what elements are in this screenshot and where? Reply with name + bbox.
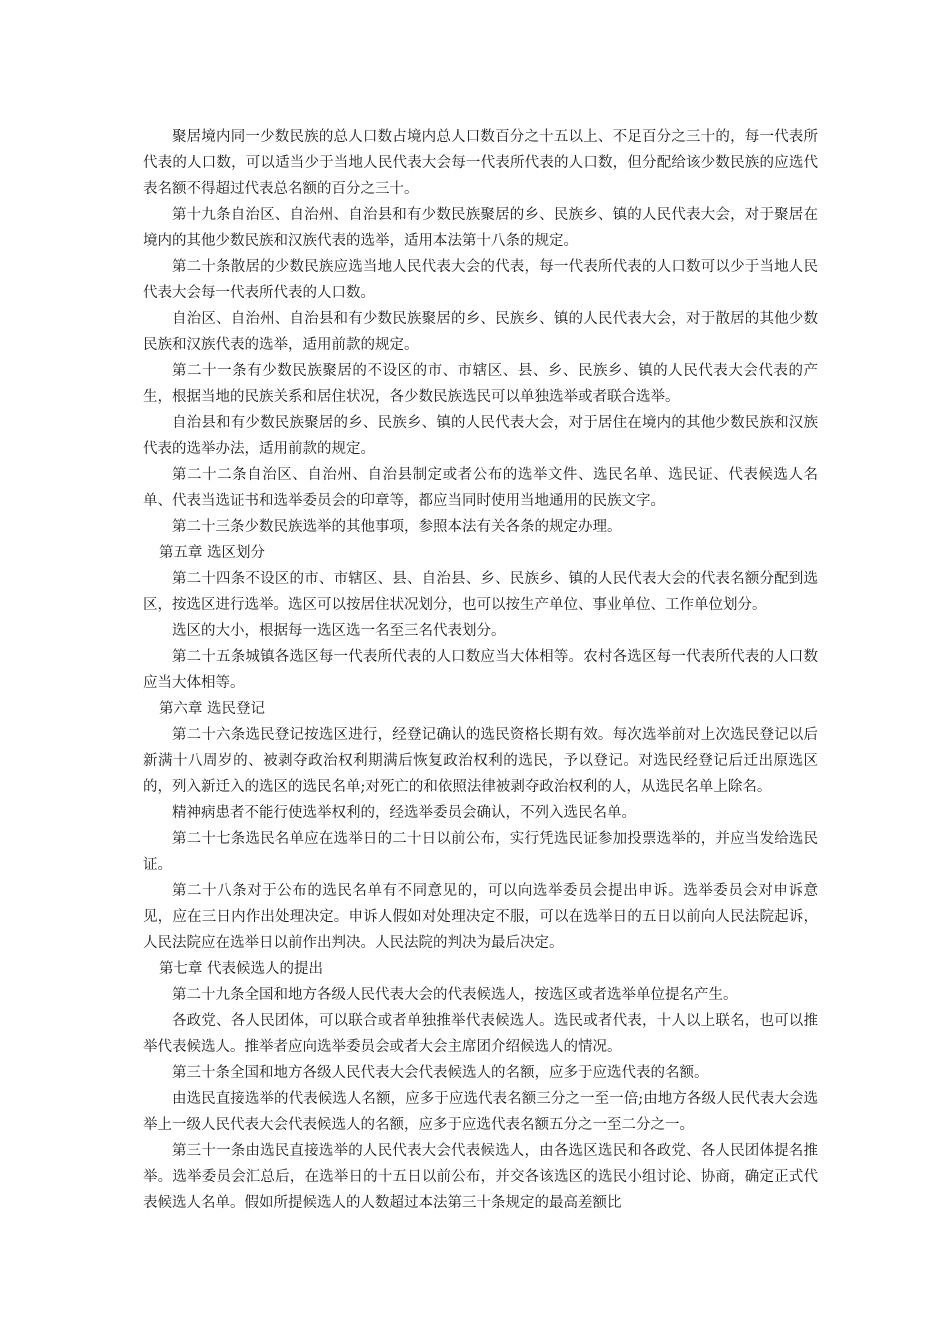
paragraph: 第二十条散居的少数民族应选当地人民代表大会的代表，每一代表所代表的人口数可以少于当地人民代表大会每一代表所代表的人口数。 — [143, 259, 818, 301]
paragraph: 第二十八条对于公布的选民名单有不同意见的，可以向选举委员会提出申诉。选举委员会对申诉意见，应在三日内作出处理决定。申诉人假如对处理决定不服，可以在选举日的五日以前向人民法院起诉，人民法院应在选举日以前作出判决。人民法院的判决为最后决定。 — [143, 883, 818, 951]
chapter-heading: 第六章 选民登记 — [158, 701, 266, 717]
paragraph: 第二十一条有少数民族聚居的不设区的市、市辖区、县、乡、民族乡、镇的人民代表大会代表的产生，根据当地的民族关系和居住状况，各少数民族选民可以单独选举或者联合选举。 — [143, 363, 818, 405]
paragraph: 精神病患者不能行使选举权利的，经选举委员会确认，不列入选民名单。 — [172, 805, 636, 821]
paragraph: 第二十五条城镇各选区每一代表所代表的人口数应当大体相等。农村各选区每一代表所代表的人口数应当大体相等。 — [143, 649, 818, 691]
paragraph: 自治区、自治州、自治县和有少数民族聚居的乡、民族乡、镇的人民代表大会，对于散居的其他少数民族和汉族代表的选举，适用前款的规定。 — [143, 311, 818, 353]
paragraph: 第二十七条选民名单应在选举日的二十日以前公布，实行凭选民证参加投票选举的，并应当发给选民证。 — [143, 831, 818, 873]
paragraph: 第二十九条全国和地方各级人民代表大会的代表候选人，按选区或者选举单位提名产生。 — [172, 987, 738, 1003]
chapter-heading: 第七章 代表候选人的提出 — [158, 961, 324, 977]
paragraph: 第二十三条少数民族选举的其他事项，参照本法有关各条的规定办理。 — [172, 519, 622, 535]
chapter-heading: 第五章 选区划分 — [158, 545, 266, 561]
paragraph: 各政党、各人民团体，可以联合或者单独推举代表候选人。选民或者代表，十人以上联名，也可以推举代表候选人。推举者应向选举委员会或者大会主席团介绍候选人的情况。 — [143, 1013, 818, 1055]
paragraph: 第十九条自治区、自治州、自治县和有少数民族聚居的乡、民族乡、镇的人民代表大会，对于聚居在境内的其他少数民族和汉族代表的选举，适用本法第十八条的规定。 — [143, 207, 818, 249]
paragraph: 选区的大小，根据每一选区选一名至三名代表划分。 — [172, 623, 506, 639]
paragraph: 第二十六条选民登记按选区进行，经登记确认的选民资格长期有效。每次选举前对上次选民登记以后新满十八周岁的、被剥夺政治权利期满后恢复政治权利的选民，予以登记。对选民经登记后迁出原选区的，列入新迁入的选区的选民名单;对死亡的和依照法律被剥夺政治权利的人，从选民名单上除名。 — [143, 727, 818, 795]
paragraph: 第三十条全国和地方各级人民代表大会代表候选人的名额，应多于应选代表的名额。 — [172, 1065, 709, 1081]
document-page — [143, 124, 818, 1216]
paragraph: 聚居境内同一少数民族的总人口数占境内总人口数百分之十五以上、不足百分之三十的，每一代表所代表的人口数，可以适当少于当地人民代表大会每一代表所代表的人口数，但分配给该少数民族的应选代表名额不得超过代表总名额的百分之三十。 — [143, 129, 818, 197]
paragraph: 第二十四条不设区的市、市辖区、县、自治县、乡、民族乡、镇的人民代表大会的代表名额分配到选区，按选区进行选举。选区可以按居住状况划分，也可以按生产单位、事业单位、工作单位划分。 — [143, 571, 818, 613]
paragraph: 第二十二条自治区、自治州、自治县制定或者公布的选举文件、选民名单、选民证、代表候选人名单、代表当选证书和选举委员会的印章等，都应当同时使用当地通用的民族文字。 — [143, 467, 818, 509]
paragraph: 自治县和有少数民族聚居的乡、民族乡、镇的人民代表大会，对于居住在境内的其他少数民族和汉族代表的选举办法，适用前款的规定。 — [143, 415, 818, 457]
paragraph: 第三十一条由选民直接选举的人民代表大会代表候选人，由各选区选民和各政党、各人民团体提名推举。选举委员会汇总后，在选举日的十五日以前公布，并交各该选区的选民小组讨论、协商，确定正式代表候选人名单。假如所提候选人的人数超过本法第三十条规定的最高差额比 — [143, 1143, 818, 1211]
paragraph: 由选民直接选举的代表候选人名额，应多于应选代表名额三分之一至一倍;由地方各级人民代表大会选举上一级人民代表大会代表候选人的名额，应多于应选代表名额五分之一至二分之一。 — [143, 1091, 818, 1133]
